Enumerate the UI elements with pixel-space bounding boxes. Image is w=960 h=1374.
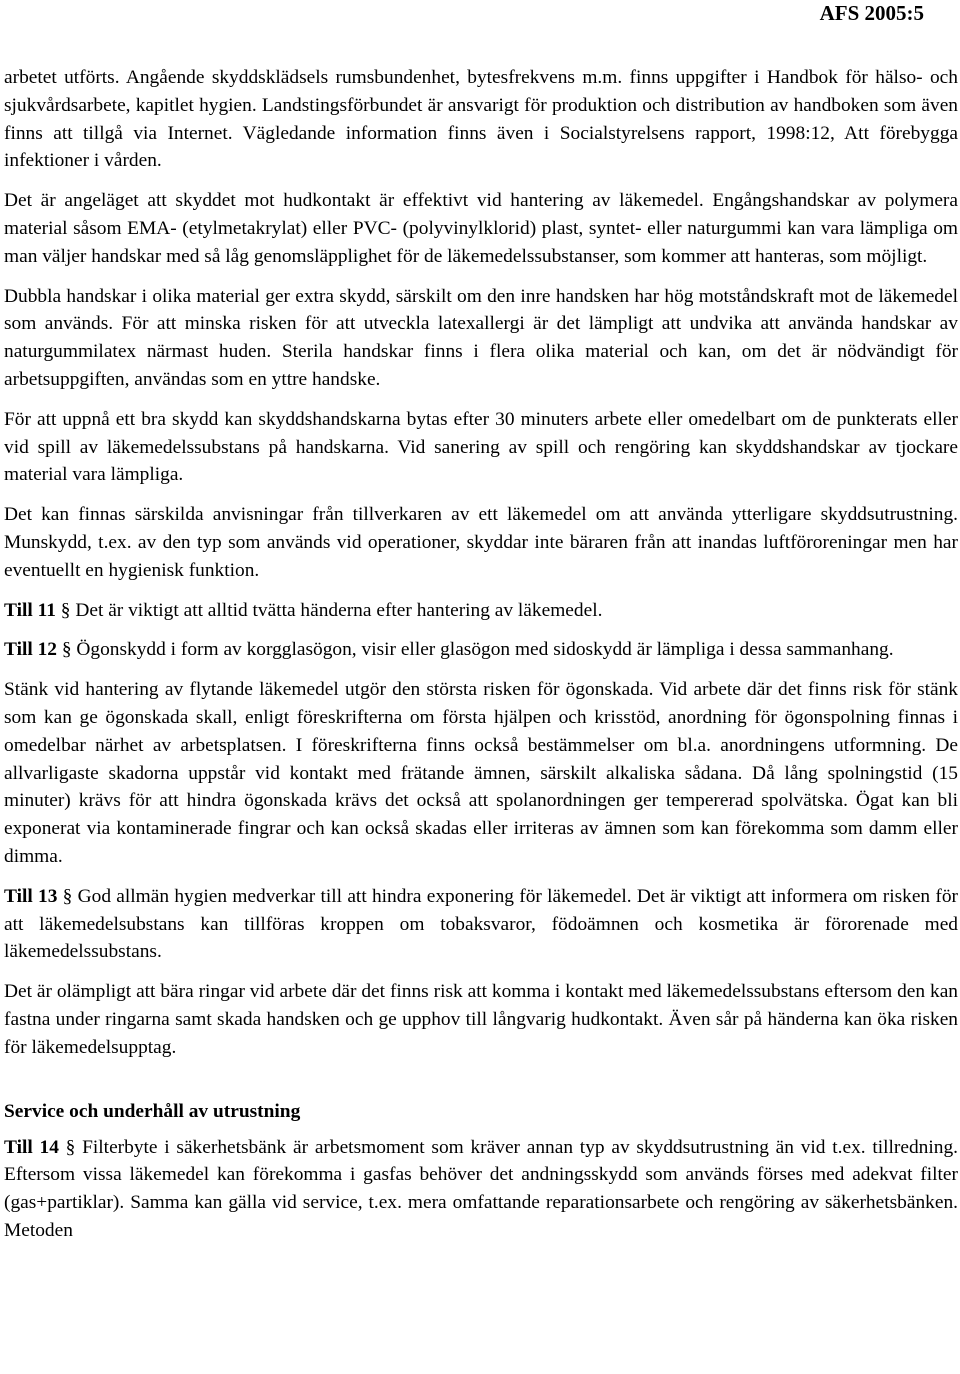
document-body <box>4 64 958 1257</box>
section-symbol: § <box>61 639 72 661</box>
paragraph: Stänk vid hantering av flytande läkemedel utgör den största risken för ögonskada. Vid arbete där det finns risk för stänk som kan ge ögonskada skall, enligt föreskrifterna om första hjälpen och krisstöd, anordning för ögonspolning finnas i omedelbar närhet av arbetsplatsen. I föreskrifterna finns också bestämmelser om bl.a. anordningens utformning. De allvarligaste skadorna uppstår vid kontakt med frätande ämnen, särskilt alkaliska sådana. Då lång spolningstid (15 minuter) krävs för att hindra ögonskada krävs det också att spolanordningen ger tempererad spolvätska. Ögat kan bli exponerat via kontaminerade fingrar och kan också skadas eller irriteras av ämnen som kan förekomma som damm eller dimma. <box>4 679 958 867</box>
section-symbol: § <box>65 1136 76 1158</box>
paragraph: Det kan finnas särskilda anvisningar från tillverkaren av ett läkemedel om att använda ytterligare skyddsutrustning. Munskydd, t.ex. av den typ som används vid operationer, skyddar inte bäraren från att inandas luftföroreningar men har eventuellt en hygienisk funktion. <box>4 504 958 581</box>
section-symbol: § <box>60 599 71 621</box>
paragraph-till-11 <box>4 597 958 625</box>
paragraph-till-13 <box>4 883 958 966</box>
section-symbol: § <box>62 885 73 907</box>
paragraph: Dubbla handskar i olika material ger extra skydd, särskilt om den inre handsken har hög motståndskraft mot de läkemedel som används. För att minska risken för att utveckla latexallergi är det lämpligt att undvika att använda handskar av naturgummilatex närmast huden. Sterila handskar finns i flera olika material och kan, om det är nödvändigt för arbetsuppgiften, användas som en yttre handske. <box>4 285 958 390</box>
section-heading: Service och underhåll av utrustning <box>4 1100 301 1122</box>
paragraph-text: Ögonskydd i form av korgglasögon, visir eller glasögon med sidoskydd är lämpliga i dessa sammanhang. <box>76 639 894 661</box>
paragraph: Det är olämpligt att bära ringar vid arbete där det finns risk att komma i kontakt med läkemedelssubstans eftersom den kan fastna under ringarna samt skada handsken och ge upphov till långvarig hudkontakt. Även sår på händerna kan öka risken för läkemedelsupptag. <box>4 981 958 1058</box>
section-label: Till 14 <box>4 1136 59 1158</box>
paragraph-text: God allmän hygien medverkar till att hindra exponering för läkemedel. Det är viktigt att informera om risken för att läkemedelsubstans kan tillföras kroppen om tobaksvaror, födoämnen och kosmetika är förorenade med läkemedelssubstans. <box>4 885 959 963</box>
paragraph-text: Filterbyte i säkerhetsbänk är arbetsmoment som kräver annan typ av skyddsutrustning än vid t.ex. tillredning. Eftersom vissa läkemedel kan förekomma i gasfas behöver det andningsskydd som används förses med adekvat filter (gas+partiklar). Samma kan gälla vid service, t.ex. mera omfattande reparationsarbete och rengöring av säkerhetsbänken. Metoden <box>4 1136 959 1241</box>
paragraph: Det är angeläget att skyddet mot hudkontakt är effektivt vid hantering av läkemedel. Engångshandskar av polymera material såsom EMA- (etylmetakrylat) eller PVC- (polyvinylklorid) plast, syntet- eller naturgummi kan vara lämpliga om man väljer handskar med så låg genomsläpplighet för de läkemedelssubstanser, som kommer att hanteras, som möjligt. <box>4 190 958 267</box>
section-label: Till 13 <box>4 885 58 907</box>
paragraph-text: Det är viktigt att alltid tvätta händerna efter hantering av läkemedel. <box>75 599 603 621</box>
paragraph-till-12 <box>4 636 958 664</box>
document-id: AFS 2005:5 <box>819 1 924 25</box>
paragraph: För att uppnå ett bra skydd kan skyddshandskarna bytas efter 30 minuters arbete eller omedelbart om de punkterats eller vid spill av läkemedelssubstans på handskarna. Vid sanering av spill och rengöring kan skyddshandskar av tjockare material vara lämpliga. <box>4 408 958 486</box>
section-label: Till 11 <box>4 599 56 621</box>
paragraph: arbetet utförts. Angående skyddsklädsels rumsbundenhet, bytesfrekvens m.m. finns uppgifter i Handbok för hälso- och sjukvårdsarbete, kapitlet hygien. Landstingsförbundet är ansvarigt för produktion och distribution av handboken som även finns att tillgå via Internet. Vägledande information finns även i Socialstyrelsens rapport, 1998:12, Att förebygga infektioner i vården. <box>4 67 958 172</box>
section-label: Till 12 <box>4 639 57 661</box>
paragraph-till-14 <box>4 1134 958 1245</box>
